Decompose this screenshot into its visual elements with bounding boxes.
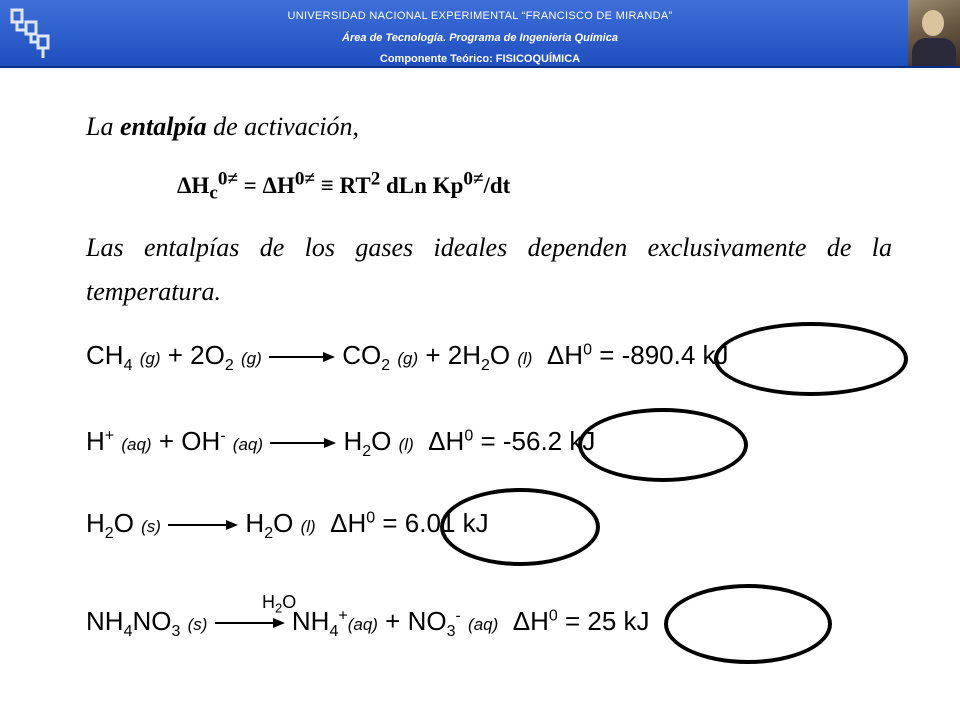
highlight-ellipse [440, 488, 600, 566]
highlight-ellipse [664, 584, 832, 664]
equation-neutralization: H+ (aq) + OH- (aq) $H_2O$ (l) $\Delta H^0 = -56.2$ kJ [86, 426, 596, 461]
highlight-ellipse [578, 408, 748, 482]
component-line: Componente Teórico: FISICOQUÍMICA [379, 53, 581, 65]
header-divider [0, 66, 960, 68]
arrow-label: $H_2O$ [262, 592, 297, 616]
equation-ammonium-nitrate-dissolution: $NH_4NO_3$ (s) $NH_4^+(aq) + NO_3^-$ (aq) $\Delta H^0 = 25$ kJ [86, 606, 650, 641]
area-line: Área de Tecnología. Programa de Ingeniería Química [342, 32, 618, 44]
equation-ice-melting: $H_2O$ (s) $H_2O$ (l) $\Delta H^0 = 6.01$ kJ [86, 508, 489, 543]
university-name: UNIVERSIDAD NACIONAL EXPERIMENTAL “FRANCISCO DE MIRANDA” [287, 10, 673, 22]
ideal-gas-statement: Las entalpías de los gases ideales dependen exclusivamente de la temperatura. [86, 233, 892, 306]
portrait-image [908, 0, 960, 66]
activation-enthalpy-formula: $\Delta H_c^{0\ne} = \Delta H^{0\ne} \equiv RT^2$ dLn $Kp^{0\ne}/dt$ [177, 168, 511, 204]
highlight-ellipse [714, 322, 908, 396]
intro-sentence: La entalpía de activación, [86, 112, 359, 141]
equation-methane-combustion: $CH_4$ $(g) + 2O_2$ (g) $CO_2$ $(g) + 2H_2O$ (l) $\Delta H^0 = -890.4$ kJ [86, 340, 729, 375]
